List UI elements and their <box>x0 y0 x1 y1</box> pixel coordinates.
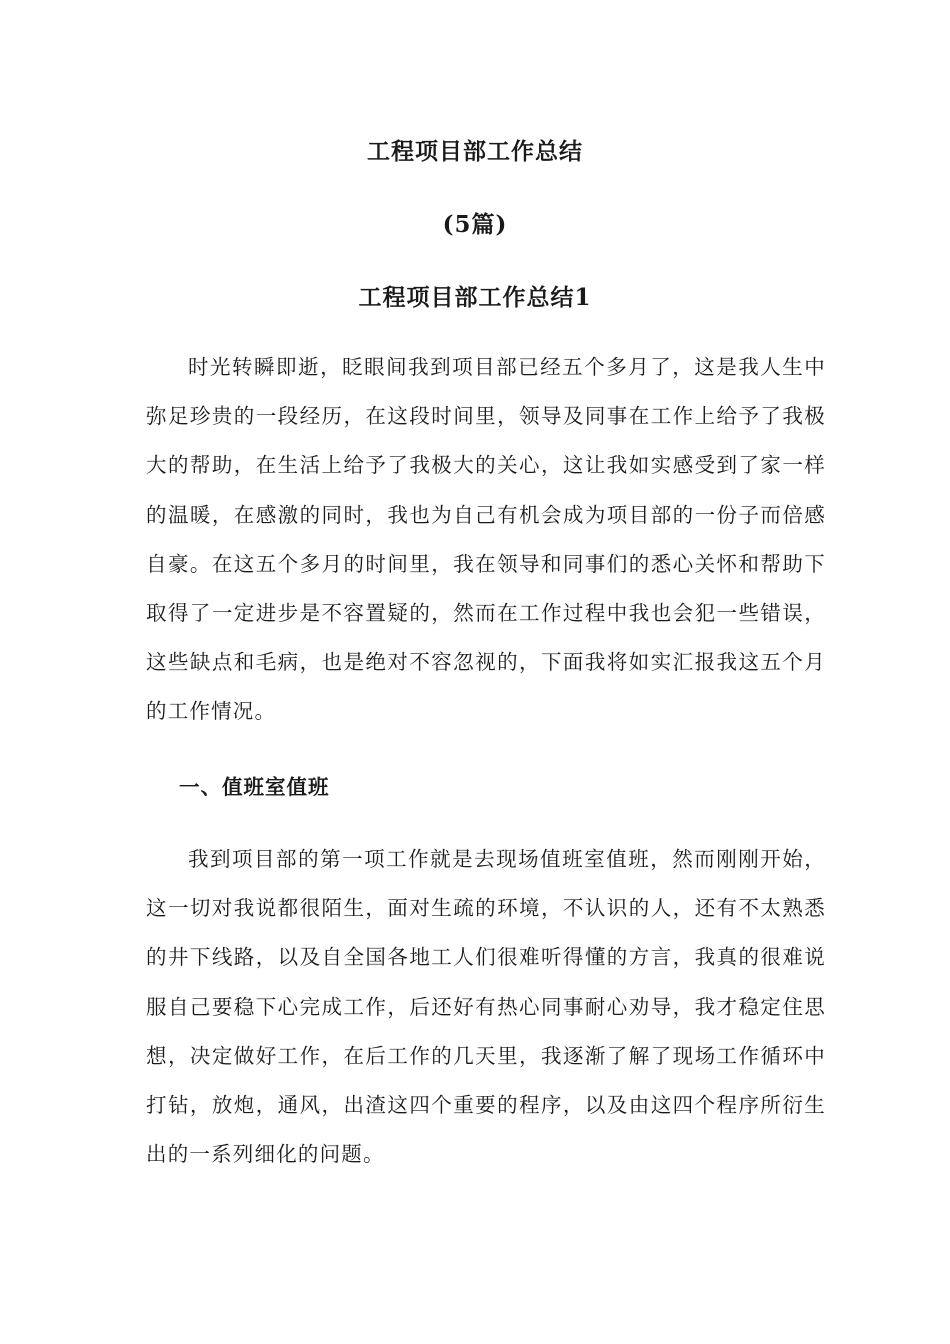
section-title: 工程项目部工作总结1 <box>358 284 592 311</box>
paragraph-intro: 时光转瞬即逝，眨眼间我到项目部已经五个多月了，这是我人生中弥足珍贵的一段经历，在这段时间里，领导及同事在工作上给予了我极大的帮助，在生活上给予了我极大的关心，这让我如实感受到了家一样的温暖，在感激的同时，我也为自己有机会成为项目部的一份子而倍感自豪。在这五个多月的时间里，我在领导和同事们的悉心关怀和帮助下取得了一定进步是不容置疑的，然而在工作过程中我也会犯一些错误，这些缺点和毛病，也是绝对不容忽视的，下面我将如实汇报我这五个月的工作情况。 <box>146 355 826 724</box>
document-subtitle: (5篇) <box>442 211 508 238</box>
paragraph-duty-room: 我到项目部的第一项工作就是去现场值班室值班，然而刚刚开始，这一切对我说都很陌生，面对生疏的环境，不认识的人，还有不太熟悉的井下线路，以及自全国各地工人们很难听得懂的方言，我真的很难说服自己要稳下心完成工作，后还好有热心同事耐心劝导，我才稳定住思想，决定做好工作，在后工作的几天里，我逐渐了解了现场工作循环中打钻，放炮，通风，出渣这四个重要的程序，以及由这四个程序所衍生出的一系列细化的问题。 <box>146 847 826 1167</box>
document-title: 工程项目部工作总结 <box>367 138 583 165</box>
heading-duty-room: 一、值班室值班 <box>179 775 330 799</box>
